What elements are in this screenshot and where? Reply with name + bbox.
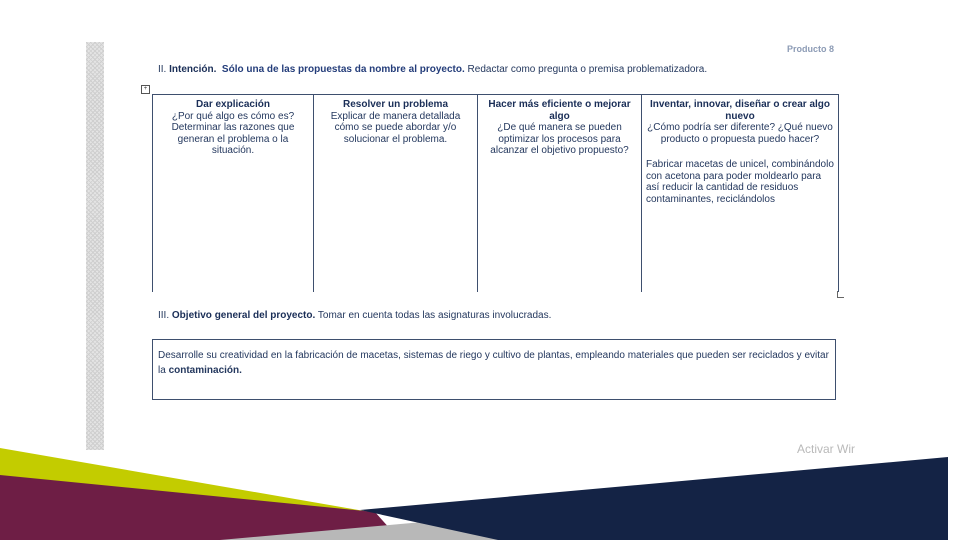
section-2-title: Intención. [169, 64, 217, 75]
section-3-title: Objetivo general del proyecto. [171, 310, 316, 321]
section-2-instruction: Redactar como pregunta o premisa problematizadora. [467, 64, 708, 75]
section-3-number: III. [158, 310, 170, 321]
column-body: ¿Por qué algo es cómo es? Determinar las razones que generan el problema o la situación. [171, 110, 295, 156]
column-title: Resolver un problema [342, 99, 449, 110]
column-body: Explicar de manera detallada cómo se puede abordar y/o solucionar el problema. [330, 110, 461, 145]
objective-bold-end: contaminación. [168, 365, 242, 376]
column-body: ¿Cómo podría ser diferente? ¿Qué nuevo producto o propuesta puedo hacer? [647, 122, 833, 145]
section-2-number: II. [158, 64, 167, 75]
column-title: Dar explicación [196, 99, 270, 110]
invent-answer: Fabricar macetas de unicel, combinándolo con acetona para poder moldearlo para así reducir la cantidad de residuos contaminantes, reciclándolos [646, 159, 834, 205]
activation-watermark: Activar Wir [797, 442, 855, 456]
column-title: Inventar, innovar, diseñar o crear algo nuevo [649, 99, 831, 122]
section-3-instruction: Tomar en cuenta todas las asignaturas involucradas. [317, 310, 552, 321]
objective-text: Desarrolle su creatividad en la fabricación de macetas, sistemas de riego y cultivo de plantas, empleando materiales que pueden ser reciclados y evitar la [158, 350, 829, 376]
section-2-emphasis: Sólo una de las propuestas da nombre al proyecto. [221, 64, 465, 75]
product-label: Producto 8 [786, 44, 834, 54]
navy-band [360, 457, 948, 540]
table-anchor-icon[interactable]: + [141, 85, 150, 94]
column-body: ¿De qué manera se pueden optimizar los procesos para alcanzar el objetivo propuesto? [490, 122, 629, 156]
column-title: Hacer más eficiente o mejorar algo [488, 99, 631, 122]
